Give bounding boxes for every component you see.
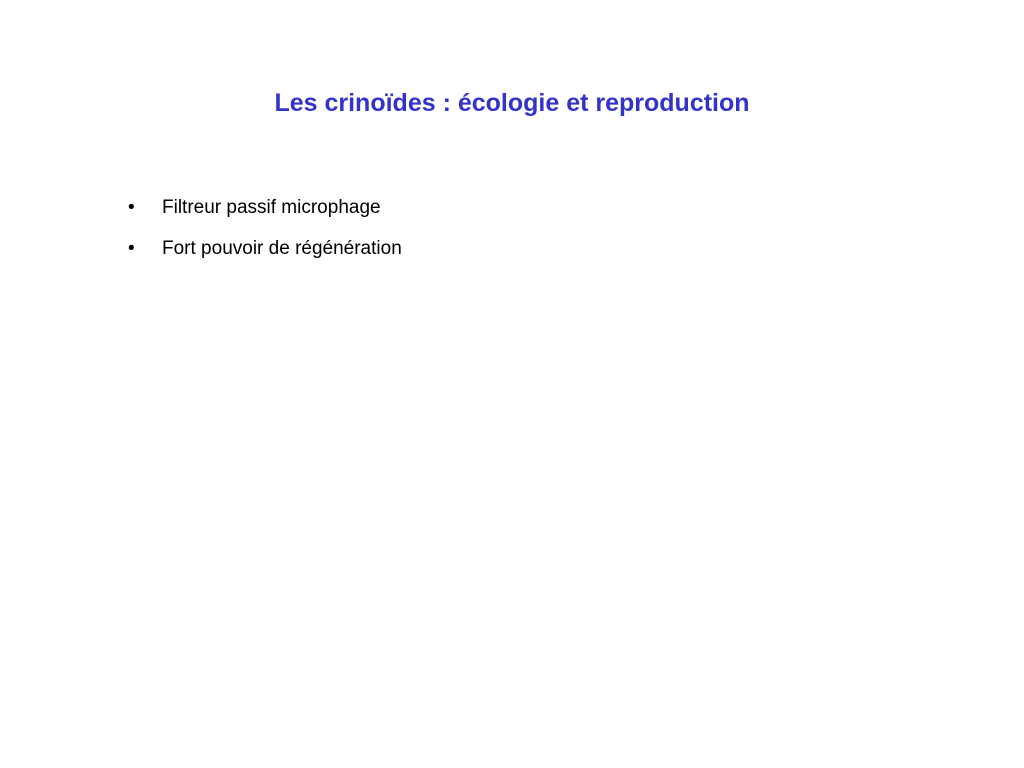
bullet-list — [128, 194, 402, 276]
bullet-text: Fort pouvoir de régénération — [162, 238, 402, 259]
list-item — [128, 235, 402, 263]
list-item — [128, 194, 402, 222]
bullet-icon: • — [128, 238, 135, 259]
slide-title: Les crinoïdes : écologie et reproduction — [274, 89, 750, 117]
bullet-icon: • — [128, 197, 135, 218]
bullet-text: Filtreur passif microphage — [162, 197, 381, 218]
